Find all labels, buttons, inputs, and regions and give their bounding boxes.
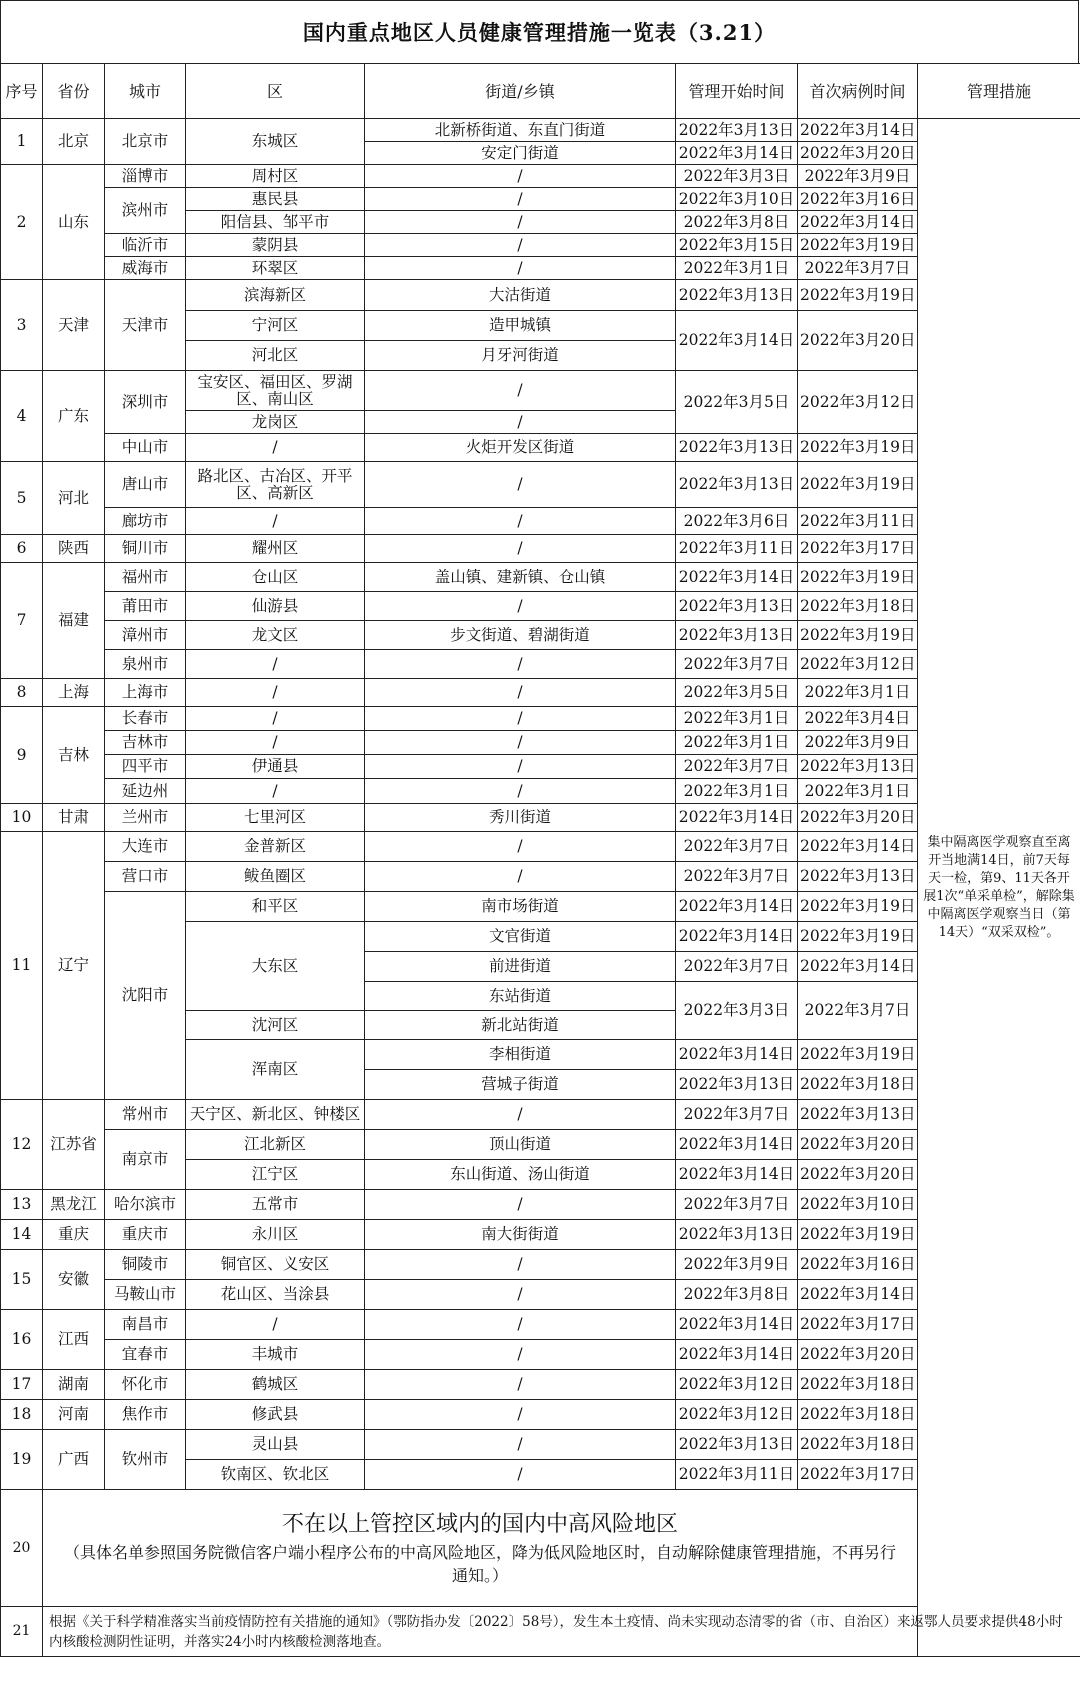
cell-start: 2022年3月1日	[676, 257, 798, 280]
cell-seq: 7	[1, 563, 43, 679]
general-note-title: 不在以上管控区域内的国内中高风险地区	[281, 1512, 678, 1537]
cell-start: 2022年3月11日	[676, 1460, 798, 1490]
cell-city: 福州市	[105, 563, 186, 592]
cell-seq: 13	[1, 1190, 43, 1220]
cell-district: 和平区	[186, 892, 365, 922]
cell-first-case: 2022年3月4日	[798, 707, 918, 731]
cell-first-case: 2022年3月7日	[798, 257, 918, 280]
cell-city: 淄博市	[105, 165, 186, 188]
cell-district: 铜官区、义安区	[186, 1250, 365, 1280]
cell-district: 环翠区	[186, 257, 365, 280]
general-note-cell	[43, 1490, 918, 1607]
header-city: 城市	[105, 64, 186, 119]
cell-street: /	[365, 165, 676, 188]
cell-street: 安定门街道	[365, 142, 676, 165]
cell-district: /	[186, 650, 365, 679]
cell-district: /	[186, 707, 365, 731]
cell-district: 仙游县	[186, 592, 365, 621]
cell-district: 仓山区	[186, 563, 365, 592]
cell-seq: 20	[1, 1490, 43, 1607]
header-first-case: 首次病例时间	[798, 64, 918, 119]
cell-first-case: 2022年3月14日	[798, 119, 918, 142]
cell-start: 2022年3月7日	[676, 650, 798, 679]
cell-province: 黑龙江	[43, 1190, 105, 1220]
header-start: 管理开始时间	[676, 64, 798, 119]
table-row-policy	[1, 1607, 1080, 1657]
cell-street: /	[365, 707, 676, 731]
cell-city: 威海市	[105, 257, 186, 280]
cell-start: 2022年3月1日	[676, 707, 798, 731]
cell-street: /	[365, 1370, 676, 1400]
cell-first-case: 2022年3月20日	[798, 142, 918, 165]
cell-first-case: 2022年3月18日	[798, 1070, 918, 1100]
general-note-detail: （具体名单参照国务院微信客户端小程序公布的中高风险地区，降为低风险地区时，自动解除健康管理措施，不再另行通知。）	[63, 1543, 896, 1585]
cell-province: 广西	[43, 1430, 105, 1490]
cell-city: 南京市	[105, 1130, 186, 1190]
cell-city: 铜川市	[105, 535, 186, 563]
cell-city: 四平市	[105, 755, 186, 779]
cell-start: 2022年3月13日	[676, 280, 798, 311]
cell-first-case: 2022年3月14日	[798, 1280, 918, 1310]
cell-start: 2022年3月7日	[676, 952, 798, 982]
cell-start: 2022年3月7日	[676, 1190, 798, 1220]
cell-city: 延边州	[105, 779, 186, 804]
cell-street: 大沽街道	[365, 280, 676, 311]
cell-start: 2022年3月14日	[676, 892, 798, 922]
cell-first-case: 2022年3月16日	[798, 1250, 918, 1280]
cell-first-case: 2022年3月19日	[798, 922, 918, 952]
cell-first-case: 2022年3月14日	[798, 952, 918, 982]
cell-street: /	[365, 211, 676, 234]
cell-first-case: 2022年3月12日	[798, 650, 918, 679]
cell-first-case: 2022年3月18日	[798, 1370, 918, 1400]
cell-start: 2022年3月13日	[676, 119, 798, 142]
cell-city: 临沂市	[105, 234, 186, 257]
cell-street: /	[365, 1460, 676, 1490]
cell-city: 宜春市	[105, 1340, 186, 1370]
header-measures: 管理措施	[918, 64, 1080, 119]
cell-first-case: 2022年3月20日	[798, 311, 918, 371]
cell-city: 钦州市	[105, 1430, 186, 1490]
cell-city: 漳州市	[105, 621, 186, 650]
cell-city: 莆田市	[105, 592, 186, 621]
cell-district: 五常市	[186, 1190, 365, 1220]
cell-street: /	[365, 1400, 676, 1430]
cell-start: 2022年3月9日	[676, 1250, 798, 1280]
cell-city: 营口市	[105, 862, 186, 892]
cell-start: 2022年3月14日	[676, 804, 798, 832]
cell-street: /	[365, 592, 676, 621]
cell-district: 沈河区	[186, 1011, 365, 1040]
cell-district: 周村区	[186, 165, 365, 188]
cell-street: 步文街道、碧湖街道	[365, 621, 676, 650]
cell-street: 南大街街道	[365, 1220, 676, 1250]
cell-first-case: 2022年3月11日	[798, 508, 918, 535]
cell-seq: 1	[1, 119, 43, 165]
cell-street: 北新桥街道、东直门街道	[365, 119, 676, 142]
cell-first-case: 2022年3月19日	[798, 892, 918, 922]
cell-first-case: 2022年3月20日	[798, 1130, 918, 1160]
cell-district: 蒙阴县	[186, 234, 365, 257]
cell-start: 2022年3月6日	[676, 508, 798, 535]
cell-city: 焦作市	[105, 1400, 186, 1430]
cell-city: 南昌市	[105, 1310, 186, 1340]
cell-district: 丰城市	[186, 1340, 365, 1370]
cell-first-case: 2022年3月16日	[798, 188, 918, 211]
cell-city: 廊坊市	[105, 508, 186, 535]
cell-start: 2022年3月15日	[676, 234, 798, 257]
cell-city: 北京市	[105, 119, 186, 165]
header-district: 区	[186, 64, 365, 119]
cell-seq: 12	[1, 1100, 43, 1190]
cell-province: 广东	[43, 371, 105, 462]
cell-seq: 16	[1, 1310, 43, 1370]
cell-start: 2022年3月5日	[676, 371, 798, 434]
cell-district: /	[186, 434, 365, 462]
cell-start: 2022年3月3日	[676, 982, 798, 1040]
cell-first-case: 2022年3月20日	[798, 804, 918, 832]
cell-first-case: 2022年3月12日	[798, 371, 918, 434]
cell-district: 滨海新区	[186, 280, 365, 311]
cell-city: 铜陵市	[105, 1250, 186, 1280]
cell-start: 2022年3月12日	[676, 1400, 798, 1430]
cell-district: 惠民县	[186, 188, 365, 211]
cell-province: 吉林	[43, 707, 105, 804]
cell-first-case: 2022年3月19日	[798, 1220, 918, 1250]
cell-seq: 18	[1, 1400, 43, 1430]
cell-start: 2022年3月14日	[676, 1130, 798, 1160]
cell-first-case: 2022年3月19日	[798, 563, 918, 592]
cell-seq: 21	[1, 1607, 43, 1657]
page-title: 国内重点地区人员健康管理措施一览表（3.21）	[0, 0, 1079, 64]
cell-first-case: 2022年3月9日	[798, 165, 918, 188]
cell-street: /	[365, 462, 676, 508]
cell-district: 伊通县	[186, 755, 365, 779]
table-row	[1, 119, 1080, 142]
cell-street: /	[365, 371, 676, 411]
cell-district: 东城区	[186, 119, 365, 165]
cell-street: /	[365, 1100, 676, 1130]
cell-district: 河北区	[186, 341, 365, 371]
cell-province: 安徽	[43, 1250, 105, 1310]
cell-first-case: 2022年3月17日	[798, 535, 918, 563]
cell-start: 2022年3月11日	[676, 535, 798, 563]
cell-measures: 集中隔离医学观察直至离开当地满14日，前7天每天一检，第9、11天各开展1次“单采单检”，解除集中隔离医学观察当日（第14天）“双采双检”。	[918, 119, 1080, 1657]
cell-start: 2022年3月14日	[676, 922, 798, 952]
cell-street: 南市场街道	[365, 892, 676, 922]
cell-seq: 4	[1, 371, 43, 462]
cell-district: 宁河区	[186, 311, 365, 341]
cell-first-case: 2022年3月13日	[798, 755, 918, 779]
cell-city: 天津市	[105, 280, 186, 371]
cell-first-case: 2022年3月19日	[798, 280, 918, 311]
cell-street: /	[365, 411, 676, 434]
cell-start: 2022年3月12日	[676, 1370, 798, 1400]
cell-district: /	[186, 508, 365, 535]
cell-street: /	[365, 257, 676, 280]
cell-city: 哈尔滨市	[105, 1190, 186, 1220]
cell-city: 重庆市	[105, 1220, 186, 1250]
cell-district: 修武县	[186, 1400, 365, 1430]
cell-seq: 19	[1, 1430, 43, 1490]
cell-start: 2022年3月10日	[676, 188, 798, 211]
cell-seq: 5	[1, 462, 43, 535]
cell-city: 滨州市	[105, 188, 186, 234]
cell-seq: 14	[1, 1220, 43, 1250]
cell-province: 湖南	[43, 1370, 105, 1400]
cell-district: /	[186, 779, 365, 804]
cell-city: 长春市	[105, 707, 186, 731]
cell-seq: 8	[1, 679, 43, 707]
cell-street: /	[365, 679, 676, 707]
cell-district: 龙岗区	[186, 411, 365, 434]
cell-street: 营城子街道	[365, 1070, 676, 1100]
cell-city: 马鞍山市	[105, 1280, 186, 1310]
cell-province: 河北	[43, 462, 105, 535]
cell-street: /	[365, 535, 676, 563]
cell-start: 2022年3月3日	[676, 165, 798, 188]
cell-province: 甘肃	[43, 804, 105, 832]
cell-district: 永川区	[186, 1220, 365, 1250]
cell-city: 沈阳市	[105, 892, 186, 1100]
cell-start: 2022年3月13日	[676, 621, 798, 650]
cell-start: 2022年3月5日	[676, 679, 798, 707]
cell-district: 路北区、古冶区、开平区、高新区	[186, 462, 365, 508]
header-province: 省份	[43, 64, 105, 119]
cell-district: /	[186, 1310, 365, 1340]
cell-province: 上海	[43, 679, 105, 707]
cell-street: /	[365, 731, 676, 755]
cell-street: /	[365, 188, 676, 211]
cell-first-case: 2022年3月19日	[798, 434, 918, 462]
cell-first-case: 2022年3月14日	[798, 211, 918, 234]
cell-start: 2022年3月14日	[676, 1040, 798, 1070]
measures-table	[0, 63, 1080, 1657]
table-header-row	[1, 64, 1080, 119]
cell-city: 泉州市	[105, 650, 186, 679]
cell-start: 2022年3月13日	[676, 434, 798, 462]
cell-province: 重庆	[43, 1220, 105, 1250]
cell-city: 深圳市	[105, 371, 186, 434]
cell-district: 七里河区	[186, 804, 365, 832]
header-seq: 序号	[1, 64, 43, 119]
cell-first-case: 2022年3月13日	[798, 862, 918, 892]
cell-district: 江北新区	[186, 1130, 365, 1160]
cell-district: 灵山县	[186, 1430, 365, 1460]
cell-city: 怀化市	[105, 1370, 186, 1400]
cell-city: 兰州市	[105, 804, 186, 832]
cell-first-case: 2022年3月19日	[798, 462, 918, 508]
cell-street: /	[365, 650, 676, 679]
cell-seq: 10	[1, 804, 43, 832]
cell-first-case: 2022年3月1日	[798, 779, 918, 804]
cell-first-case: 2022年3月20日	[798, 1340, 918, 1370]
cell-first-case: 2022年3月10日	[798, 1190, 918, 1220]
cell-street: 文官街道	[365, 922, 676, 952]
cell-street: 秀川街道	[365, 804, 676, 832]
cell-street: /	[365, 832, 676, 862]
cell-start: 2022年3月7日	[676, 832, 798, 862]
cell-start: 2022年3月14日	[676, 311, 798, 371]
cell-province: 天津	[43, 280, 105, 371]
cell-start: 2022年3月14日	[676, 1340, 798, 1370]
cell-province: 北京	[43, 119, 105, 165]
cell-first-case: 2022年3月18日	[798, 1400, 918, 1430]
cell-seq: 3	[1, 280, 43, 371]
cell-first-case: 2022年3月18日	[798, 1430, 918, 1460]
cell-district: 宝安区、福田区、罗湖区、南山区	[186, 371, 365, 411]
cell-district: 耀州区	[186, 535, 365, 563]
policy-note: 根据《关于科学精准落实当前疫情防控有关措施的通知》（鄂防指办发〔2022〕58号），发生本土疫情、尚未实现动态清零的省（市、自治区）来返鄂人员要求提供48小时内核酸检测阴性证明，并落实24小时内核酸检测落地查。	[43, 1607, 1080, 1657]
cell-street: /	[365, 234, 676, 257]
cell-street: 顶山街道	[365, 1130, 676, 1160]
cell-province: 河南	[43, 1400, 105, 1430]
cell-start: 2022年3月13日	[676, 592, 798, 621]
cell-start: 2022年3月8日	[676, 211, 798, 234]
cell-district: 浑南区	[186, 1040, 365, 1100]
cell-street: 东站街道	[365, 982, 676, 1011]
cell-street: /	[365, 862, 676, 892]
cell-district: 鹤城区	[186, 1370, 365, 1400]
cell-seq: 9	[1, 707, 43, 804]
cell-start: 2022年3月1日	[676, 731, 798, 755]
cell-seq: 15	[1, 1250, 43, 1310]
cell-start: 2022年3月7日	[676, 1100, 798, 1130]
header-street: 街道/乡镇	[365, 64, 676, 119]
cell-seq: 2	[1, 165, 43, 280]
cell-first-case: 2022年3月19日	[798, 1040, 918, 1070]
cell-start: 2022年3月7日	[676, 862, 798, 892]
cell-start: 2022年3月8日	[676, 1280, 798, 1310]
cell-street: 造甲城镇	[365, 311, 676, 341]
cell-street: /	[365, 1430, 676, 1460]
cell-first-case: 2022年3月19日	[798, 621, 918, 650]
cell-street: /	[365, 755, 676, 779]
cell-street: 东山街道、汤山街道	[365, 1160, 676, 1190]
cell-first-case: 2022年3月19日	[798, 234, 918, 257]
cell-first-case: 2022年3月17日	[798, 1310, 918, 1340]
cell-start: 2022年3月7日	[676, 755, 798, 779]
cell-start: 2022年3月14日	[676, 563, 798, 592]
cell-start: 2022年3月13日	[676, 462, 798, 508]
cell-province: 江西	[43, 1310, 105, 1370]
cell-first-case: 2022年3月7日	[798, 982, 918, 1040]
cell-first-case: 2022年3月20日	[798, 1160, 918, 1190]
cell-province: 陕西	[43, 535, 105, 563]
cell-seq: 17	[1, 1370, 43, 1400]
cell-start: 2022年3月14日	[676, 1160, 798, 1190]
cell-start: 2022年3月13日	[676, 1070, 798, 1100]
cell-city: 常州市	[105, 1100, 186, 1130]
cell-province: 福建	[43, 563, 105, 679]
cell-district: 阳信县、邹平市	[186, 211, 365, 234]
cell-first-case: 2022年3月18日	[798, 592, 918, 621]
cell-street: 月牙河街道	[365, 341, 676, 371]
cell-province: 辽宁	[43, 832, 105, 1100]
cell-district: 天宁区、新北区、钟楼区	[186, 1100, 365, 1130]
cell-district: 江宁区	[186, 1160, 365, 1190]
cell-street: 李相街道	[365, 1040, 676, 1070]
cell-city: 上海市	[105, 679, 186, 707]
cell-district: 金普新区	[186, 832, 365, 862]
cell-district: /	[186, 679, 365, 707]
cell-district: /	[186, 731, 365, 755]
cell-seq: 11	[1, 832, 43, 1100]
cell-street: 火炬开发区街道	[365, 434, 676, 462]
cell-street: /	[365, 1190, 676, 1220]
cell-street: /	[365, 1250, 676, 1280]
cell-city: 吉林市	[105, 731, 186, 755]
cell-city: 中山市	[105, 434, 186, 462]
cell-start: 2022年3月14日	[676, 142, 798, 165]
cell-first-case: 2022年3月13日	[798, 1100, 918, 1130]
cell-first-case: 2022年3月14日	[798, 832, 918, 862]
cell-district: 大东区	[186, 922, 365, 1011]
cell-start: 2022年3月13日	[676, 1220, 798, 1250]
cell-street: /	[365, 1310, 676, 1340]
cell-street: /	[365, 1340, 676, 1370]
cell-start: 2022年3月1日	[676, 779, 798, 804]
cell-district: 钦南区、钦北区	[186, 1460, 365, 1490]
cell-street: /	[365, 508, 676, 535]
cell-first-case: 2022年3月1日	[798, 679, 918, 707]
cell-seq: 6	[1, 535, 43, 563]
cell-district: 龙文区	[186, 621, 365, 650]
cell-first-case: 2022年3月9日	[798, 731, 918, 755]
cell-start: 2022年3月14日	[676, 1310, 798, 1340]
cell-first-case: 2022年3月17日	[798, 1460, 918, 1490]
cell-city: 大连市	[105, 832, 186, 862]
cell-street: 新北站街道	[365, 1011, 676, 1040]
cell-street: /	[365, 1280, 676, 1310]
cell-start: 2022年3月13日	[676, 1430, 798, 1460]
cell-city: 唐山市	[105, 462, 186, 508]
cell-district: 花山区、当涂县	[186, 1280, 365, 1310]
cell-district: 鲅鱼圈区	[186, 862, 365, 892]
cell-street: 盖山镇、建新镇、仓山镇	[365, 563, 676, 592]
cell-province: 山东	[43, 165, 105, 280]
cell-province: 江苏省	[43, 1100, 105, 1190]
cell-street: 前进街道	[365, 952, 676, 982]
cell-street: /	[365, 779, 676, 804]
